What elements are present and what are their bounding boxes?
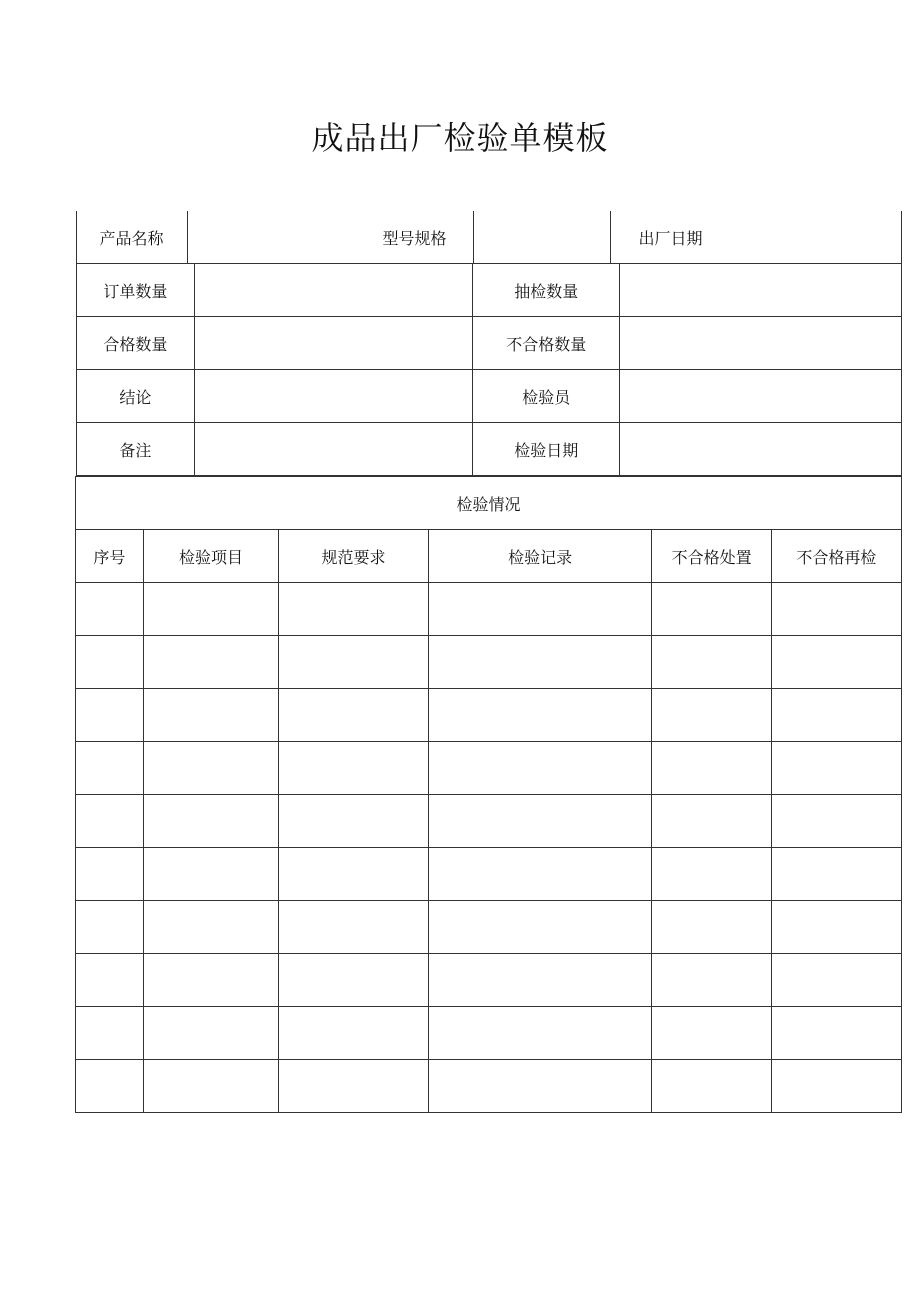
table-row [76, 795, 902, 848]
sample-qty-value[interactable] [620, 264, 901, 317]
col-item-cell[interactable] [143, 742, 279, 795]
table-row [76, 742, 902, 795]
header-row-order-qty-cells [76, 264, 901, 317]
model-spec-label: 型号规格 [187, 211, 473, 264]
header-row-order-qty-container [76, 264, 902, 317]
table-row [76, 848, 902, 901]
inspection-date-label: 检验日期 [473, 423, 620, 476]
col-index-cell[interactable] [76, 848, 144, 901]
col-spec-cell[interactable] [279, 954, 428, 1007]
header-row-product [76, 211, 902, 264]
header-row-conclusion [76, 370, 902, 423]
col-record-cell[interactable] [428, 583, 652, 636]
col-recheck-cell[interactable] [771, 795, 901, 848]
col-disposal-cell[interactable] [652, 583, 771, 636]
col-record-cell[interactable] [428, 795, 652, 848]
header-row-conclusion-container [76, 370, 902, 423]
order-qty-label: 订单数量 [76, 264, 195, 317]
col-recheck-cell[interactable] [771, 742, 901, 795]
col-index-cell[interactable] [76, 742, 144, 795]
qualified-qty-label: 合格数量 [76, 317, 195, 370]
header-row-conclusion-cells [76, 370, 901, 423]
col-item-cell[interactable] [143, 954, 279, 1007]
page-title: 成品出厂检验单模板 [311, 119, 609, 157]
col-recheck-cell[interactable] [771, 848, 901, 901]
col-recheck-header: 不合格再检 [771, 530, 901, 583]
inspector-label: 检验员 [473, 370, 620, 423]
qualified-qty-value[interactable] [195, 317, 473, 370]
col-index-cell[interactable] [76, 901, 144, 954]
col-recheck-cell[interactable] [771, 901, 901, 954]
col-spec-cell[interactable] [279, 1007, 428, 1060]
col-recheck-cell[interactable] [771, 583, 901, 636]
col-index-cell[interactable] [76, 636, 144, 689]
header-row-qualified-qty-cells [76, 317, 901, 370]
col-spec-header: 规范要求 [279, 530, 428, 583]
product-name-label: 产品名称 [76, 211, 187, 264]
col-disposal-cell[interactable] [652, 636, 771, 689]
col-record-cell[interactable] [428, 1060, 652, 1113]
col-spec-cell[interactable] [279, 636, 428, 689]
col-spec-cell[interactable] [279, 689, 428, 742]
table-row [76, 954, 902, 1007]
col-index-cell[interactable] [76, 583, 144, 636]
header-row-product-grid [76, 211, 902, 264]
col-disposal-cell[interactable] [652, 1007, 771, 1060]
col-index-cell[interactable] [76, 1060, 144, 1113]
col-spec-cell[interactable] [279, 742, 428, 795]
table-row [76, 689, 902, 742]
col-disposal-cell[interactable] [652, 742, 771, 795]
header-row-product-cells [76, 211, 901, 264]
inspector-value[interactable] [620, 370, 901, 423]
col-record-cell[interactable] [428, 901, 652, 954]
order-qty-value[interactable] [195, 264, 473, 317]
col-item-header: 检验项目 [143, 530, 279, 583]
col-item-cell[interactable] [143, 1007, 279, 1060]
col-spec-cell[interactable] [279, 901, 428, 954]
col-recheck-cell[interactable] [771, 1060, 901, 1113]
col-disposal-cell[interactable] [652, 689, 771, 742]
form-body [76, 211, 902, 1113]
col-recheck-cell[interactable] [771, 1007, 901, 1060]
table-row [76, 1007, 902, 1060]
header-row-conclusion-grid [76, 370, 902, 423]
col-item-cell[interactable] [143, 689, 279, 742]
col-disposal-cell[interactable] [652, 1060, 771, 1113]
inspection-date-value[interactable] [620, 423, 901, 476]
col-index-cell[interactable] [76, 1007, 144, 1060]
inspection-header-row [76, 530, 902, 583]
unqualified-qty-label: 不合格数量 [473, 317, 620, 370]
col-recheck-cell[interactable] [771, 954, 901, 1007]
col-record-header: 检验记录 [428, 530, 652, 583]
header-row-qualified-qty-grid [76, 317, 902, 370]
remarks-value[interactable] [195, 423, 473, 476]
col-spec-cell[interactable] [279, 848, 428, 901]
section-title-row [76, 477, 902, 530]
col-record-cell[interactable] [428, 848, 652, 901]
sample-qty-label: 抽检数量 [473, 264, 620, 317]
col-record-cell[interactable] [428, 954, 652, 1007]
col-record-cell[interactable] [428, 636, 652, 689]
ship-date-label: 出厂日期 [610, 211, 901, 264]
col-item-cell[interactable] [143, 636, 279, 689]
header-row-qualified-qty-container [76, 317, 902, 370]
header-row-remarks [76, 423, 902, 477]
col-index-cell[interactable] [76, 689, 144, 742]
header-row-order-qty [76, 264, 902, 317]
header-row-remarks-container [76, 423, 902, 477]
inspection-form-table [75, 211, 902, 1113]
table-row [76, 1060, 902, 1113]
col-spec-cell[interactable] [279, 1060, 428, 1113]
col-disposal-cell[interactable] [652, 795, 771, 848]
header-row-remarks-cells [76, 423, 901, 476]
col-record-cell[interactable] [428, 689, 652, 742]
col-index-header: 序号 [76, 530, 144, 583]
col-record-cell[interactable] [428, 1007, 652, 1060]
header-row-qualified-qty [76, 317, 902, 370]
col-index-cell[interactable] [76, 954, 144, 1007]
col-disposal-cell[interactable] [652, 954, 771, 1007]
col-record-cell[interactable] [428, 742, 652, 795]
col-item-cell[interactable] [143, 795, 279, 848]
col-item-cell[interactable] [143, 1060, 279, 1113]
col-disposal-cell[interactable] [652, 901, 771, 954]
col-index-cell[interactable] [76, 795, 144, 848]
section-title: 检验情况 [76, 477, 902, 530]
col-disposal-header: 不合格处置 [652, 530, 771, 583]
col-item-cell[interactable] [143, 901, 279, 954]
model-spec-value[interactable] [473, 211, 610, 264]
col-disposal-cell[interactable] [652, 848, 771, 901]
col-spec-cell[interactable] [279, 795, 428, 848]
conclusion-label: 结论 [76, 370, 195, 423]
header-row-order-qty-grid [76, 264, 902, 317]
table-row [76, 901, 902, 954]
col-recheck-cell[interactable] [771, 689, 901, 742]
table-row [76, 583, 902, 636]
col-spec-cell[interactable] [279, 583, 428, 636]
col-item-cell[interactable] [143, 583, 279, 636]
remarks-label: 备注 [76, 423, 195, 476]
col-recheck-cell[interactable] [771, 636, 901, 689]
header-row-product-container [76, 211, 902, 264]
col-item-cell[interactable] [143, 848, 279, 901]
unqualified-qty-value[interactable] [620, 317, 901, 370]
conclusion-value[interactable] [195, 370, 473, 423]
table-row [76, 636, 902, 689]
header-row-remarks-grid [76, 423, 902, 476]
